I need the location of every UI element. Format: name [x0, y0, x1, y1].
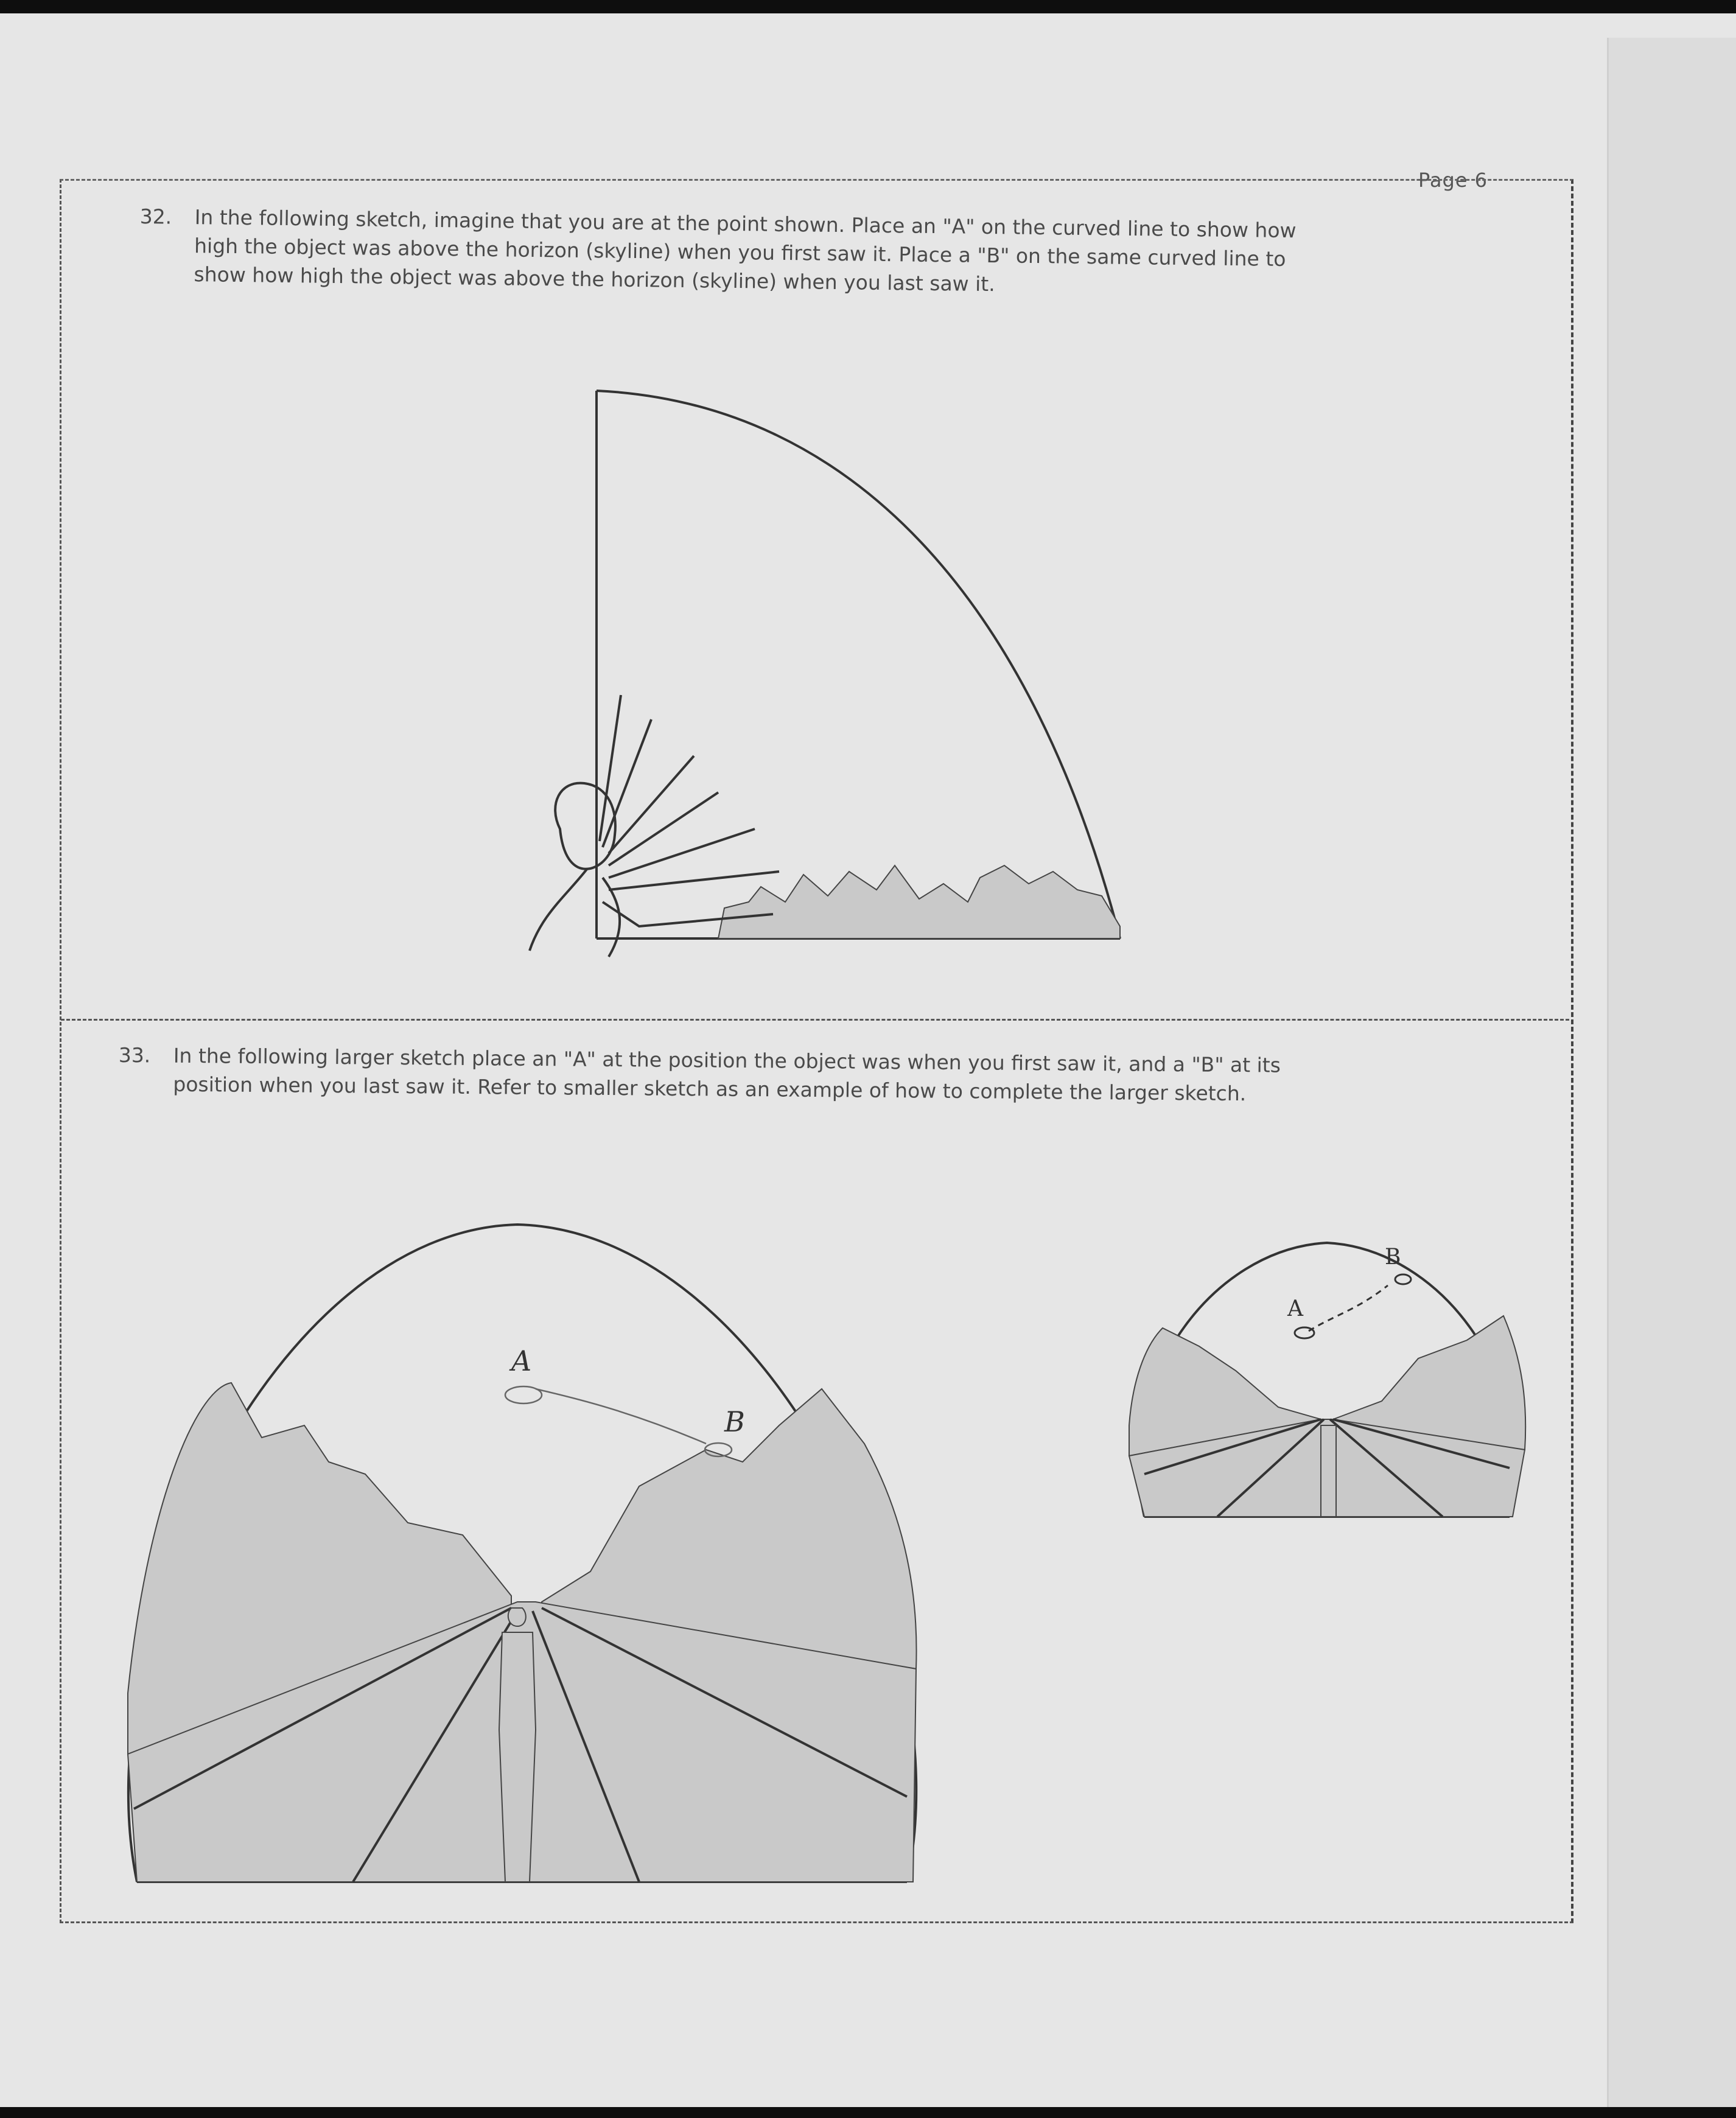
example-point-b	[1395, 1274, 1411, 1284]
observer-shoulder	[530, 869, 620, 957]
question-32-line-2: high the object was above the horizon (skyline) when you first saw it. Place a "B" on the same curved line to	[194, 234, 1286, 271]
example-label-a: A	[1287, 1296, 1303, 1321]
question-32-line-3: show how high the object was above the horizon (skyline) when you last saw it.	[194, 262, 995, 296]
question-33-line-2: position when you last saw it. Refer to smaller sketch as an example of how to complete the larger sketch.	[173, 1072, 1247, 1106]
standing-figure	[499, 1608, 536, 1882]
question-33-line-1: In the following larger sketch place an "A" at the position the object was when you first saw it, and a "B" at its	[173, 1043, 1281, 1077]
question-32	[139, 202, 1540, 305]
question-32-line-1: In the following sketch, imagine that you are at the point shown. Place an "A" on the curved line to show how	[194, 205, 1297, 243]
pointing-arms	[597, 683, 779, 926]
page-number: Page 6	[1418, 169, 1488, 192]
question-33-number: 33.	[118, 1043, 151, 1068]
handwritten-label-a: A	[511, 1344, 532, 1377]
scan-edge	[1607, 38, 1736, 2107]
document-page	[0, 13, 1736, 2107]
handwritten-trajectory	[536, 1389, 706, 1444]
skyline-buildings	[718, 865, 1120, 938]
question-32-number: 32.	[139, 204, 172, 229]
question-divider	[61, 1019, 1569, 1021]
handwritten-label-b: B	[724, 1405, 745, 1438]
example-point-a	[1295, 1327, 1314, 1338]
example-trajectory	[1309, 1285, 1388, 1331]
example-road-sketch	[1126, 1225, 1528, 1529]
example-figure	[1321, 1425, 1336, 1517]
handwritten-point-a	[505, 1386, 542, 1403]
large-road-sketch[interactable]	[122, 1206, 925, 1900]
quarter-circle-sketch[interactable]	[517, 379, 1126, 975]
example-label-b: B	[1385, 1245, 1401, 1270]
